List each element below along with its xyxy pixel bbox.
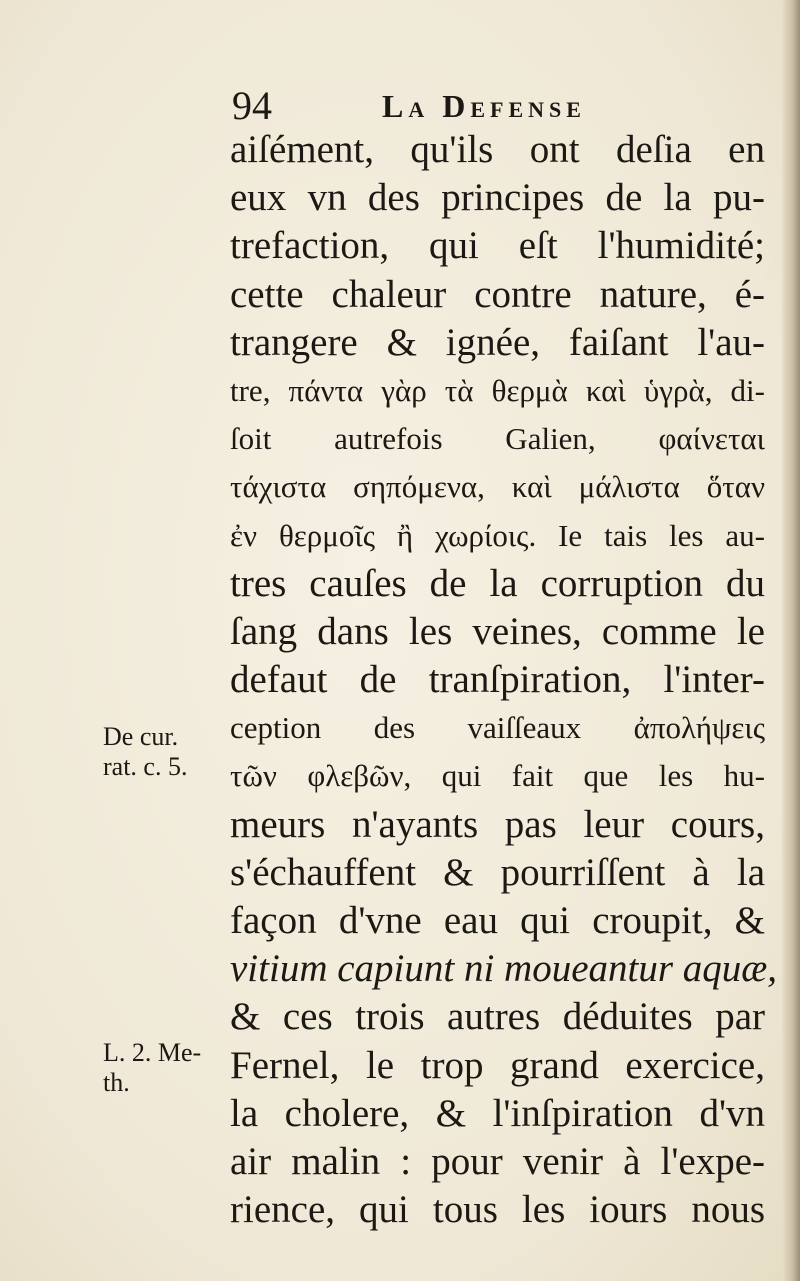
- text-line: tres cauſes de la corruption du: [230, 561, 765, 605]
- page-number: 94: [232, 83, 272, 128]
- text-line-italic: vitium capiunt ni moueantur aquæ,: [230, 947, 778, 991]
- text-line: eux vn des principes de la pu-: [230, 176, 765, 220]
- binding-edge: [782, 0, 800, 1281]
- text-line-greek: ception des vaiſſeaux ἀπολήψεις: [230, 710, 765, 746]
- text-line: façon d'vne eau qui croupit, &: [230, 899, 765, 942]
- text-line-greek: τάχιστα σηπόμενα, καὶ μάλιστα ὅταν: [230, 469, 765, 505]
- text-line-greek: tre, πάντα γὰρ τὰ θερμὰ καὶ ὑγρὰ, di-: [230, 372, 765, 408]
- margin-note-line: De cur.: [103, 722, 179, 751]
- margin-note: [103, 1038, 228, 1098]
- text-line: & ces trois autres déduites par: [230, 995, 765, 1039]
- text-line: aiſément, qu'ils ont deſia en: [230, 128, 765, 171]
- text-line: trangere & ignée, faiſant l'au-: [230, 320, 765, 364]
- running-title: La Defense: [382, 88, 586, 124]
- text-line: ſang dans les veines, comme le: [230, 609, 765, 653]
- text-line: rience, qui tous les iours nous: [230, 1188, 765, 1232]
- text-line-greek: τῶν φλεβῶν, qui fait que les hu-: [230, 758, 765, 794]
- margin-note-line: rat. c. 5.: [103, 752, 188, 781]
- text-line: meurs n'ayants pas leur cours,: [230, 802, 765, 846]
- page-header: [232, 84, 762, 128]
- text-line: trefaction, qui eſt l'humidité;: [230, 224, 765, 268]
- text-line: cette chaleur contre nature, é-: [230, 272, 765, 316]
- body-text: [230, 126, 778, 1234]
- margin-note-line: L. 2. Me-: [103, 1038, 202, 1067]
- text-line: defaut de tranſpiration, l'inter-: [230, 658, 765, 702]
- text-line: s'échauffent & pourriſſent à la: [230, 850, 765, 894]
- text-line-greek: ἐν θερμοῖς ἢ χωρίοις. Ie tais les au-: [230, 517, 765, 553]
- margin-note-line: th.: [103, 1068, 130, 1097]
- text-line-greek: ſoit autrefois Galien, φαίνεται: [230, 421, 765, 457]
- margin-note: [103, 722, 228, 782]
- text-line: Fernel, le trop grand exercice,: [230, 1043, 765, 1087]
- text-line: air malin : pour venir à l'expe-: [230, 1139, 765, 1183]
- text-line: la cholere, & l'inſpiration d'vn: [230, 1091, 765, 1135]
